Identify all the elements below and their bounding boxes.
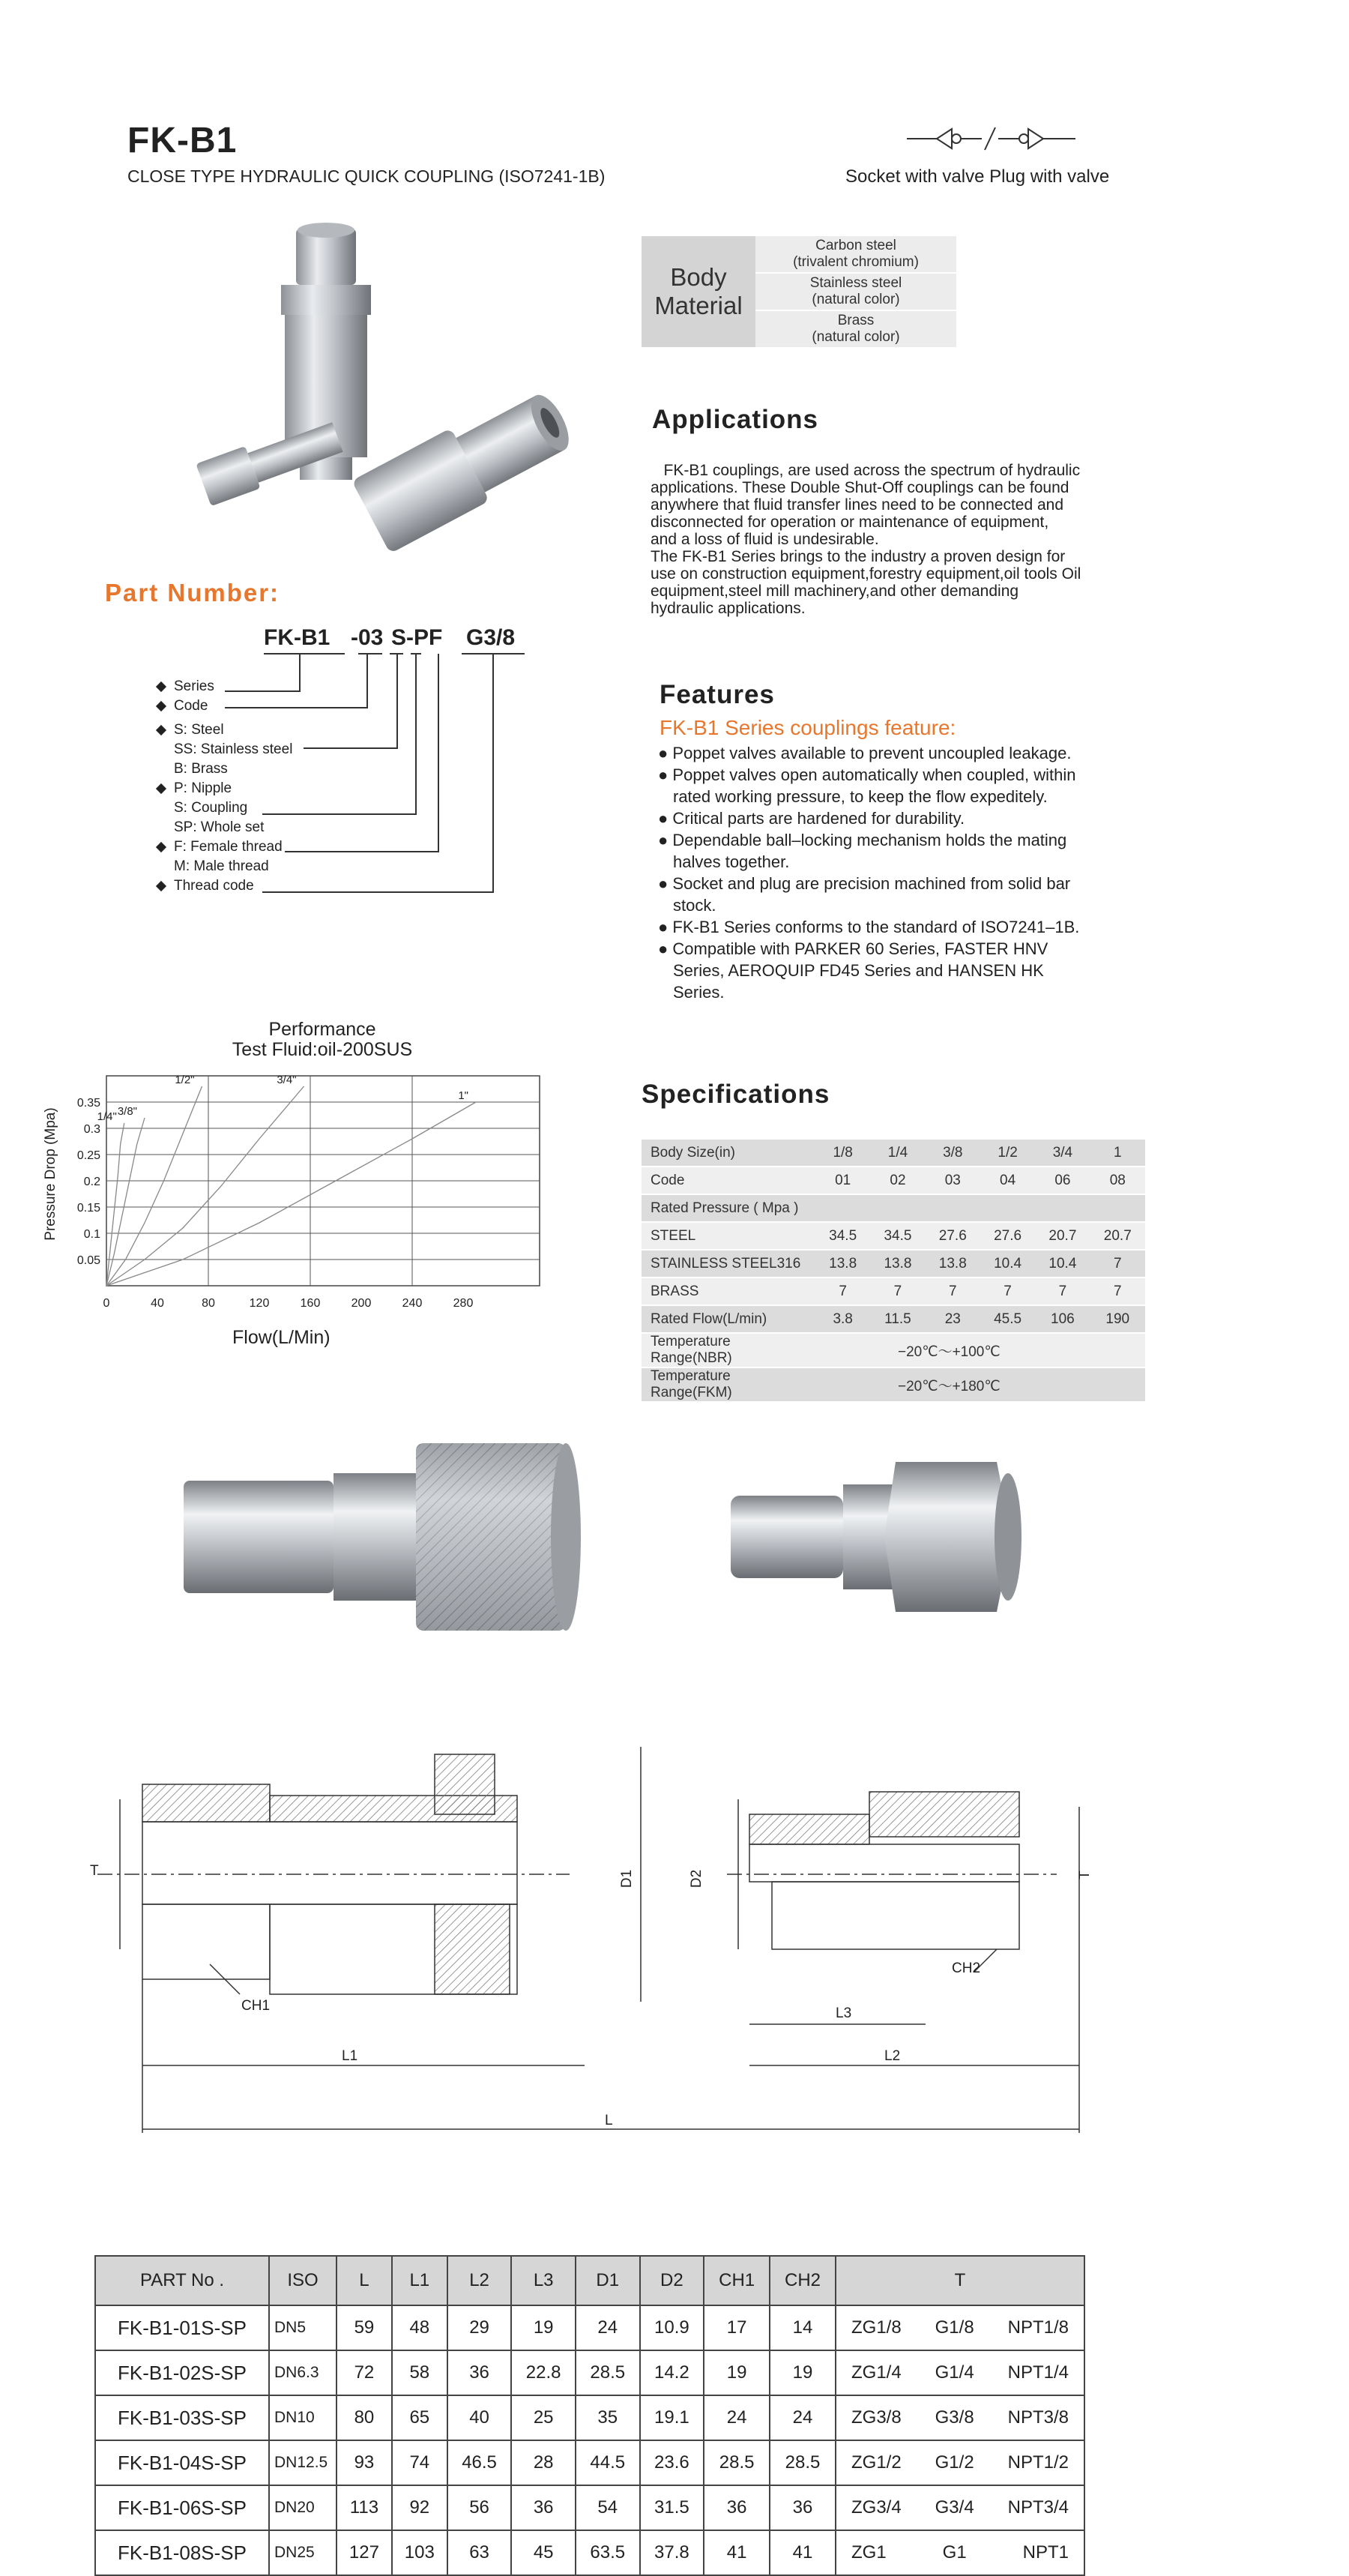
feature-item: ● Critical parts are hardened for durability. bbox=[658, 809, 965, 828]
y-tick-label: 0.2 bbox=[83, 1176, 100, 1188]
applications-text bbox=[651, 445, 1160, 634]
feature-line: Series. bbox=[673, 983, 725, 1002]
cell-iso: DN12.5 bbox=[269, 2440, 337, 2485]
cell-l3: 19 bbox=[511, 2305, 576, 2350]
applications-line: disconnected for operation or maintenance of equipment, bbox=[651, 514, 1049, 531]
spec-value bbox=[926, 1194, 980, 1222]
cell-d2: 19.1 bbox=[640, 2395, 704, 2440]
spec-value: 7 bbox=[980, 1278, 1035, 1305]
legend-text: F: Female thread bbox=[174, 839, 283, 855]
legend-text: M: Male thread bbox=[174, 858, 269, 874]
feature-item: ● Socket and plug are precision machined from solid bar stock. bbox=[658, 874, 1071, 915]
col-l1: L1 bbox=[392, 2256, 447, 2305]
cell-iso: DN6.3 bbox=[269, 2350, 337, 2395]
legend-text: P: Nipple bbox=[174, 780, 232, 796]
features-heading: Features bbox=[660, 680, 775, 709]
x-tick-label: 240 bbox=[402, 1297, 423, 1310]
col-ch2: CH2 bbox=[770, 2256, 836, 2305]
cell-l1: 65 bbox=[392, 2395, 447, 2440]
feature-line: rated working pressure, to keep the flow expeditely. bbox=[673, 787, 1048, 806]
cell-l1: 58 bbox=[392, 2350, 447, 2395]
cell-ch2: 36 bbox=[770, 2485, 836, 2530]
legend-item bbox=[157, 779, 292, 798]
legend-text: SP: Whole set bbox=[174, 819, 265, 835]
spec-value: 1/8 bbox=[815, 1140, 870, 1167]
plug-photo bbox=[704, 1454, 1042, 1619]
applications-line: FK-B1 couplings, are used across the spectrum of hydraulic bbox=[651, 462, 1081, 479]
spec-value bbox=[815, 1194, 870, 1222]
cell-l: 80 bbox=[337, 2395, 392, 2440]
dim-label-l3: L3 bbox=[836, 2005, 852, 2021]
spec-label: Temperature Range(FKM) bbox=[642, 1367, 815, 1402]
spec-value: 10.4 bbox=[980, 1250, 1035, 1278]
part-number-legend bbox=[157, 677, 292, 896]
legend-text: Series bbox=[174, 678, 214, 694]
cell-ch1: 19 bbox=[704, 2350, 770, 2395]
cell-d2: 31.5 bbox=[640, 2485, 704, 2530]
cell-ch2: 19 bbox=[770, 2350, 836, 2395]
spec-label: Code bbox=[642, 1167, 815, 1194]
cell-t bbox=[836, 2350, 1084, 2395]
spec-value: 1/4 bbox=[870, 1140, 925, 1167]
material-stainless-steel bbox=[755, 274, 956, 311]
feature-line: Dependable ball–locking mechanism holds the mating bbox=[672, 831, 1067, 849]
part-dimension-table bbox=[94, 2255, 1085, 2576]
spec-value: 03 bbox=[926, 1167, 980, 1194]
x-tick-label: 160 bbox=[300, 1297, 321, 1310]
cell-t bbox=[836, 2395, 1084, 2440]
part-number-heading: Part Number: bbox=[105, 579, 280, 607]
spec-value: 1 bbox=[1090, 1140, 1145, 1167]
cell-l3: 25 bbox=[511, 2395, 576, 2440]
thread-spec: NPT1 bbox=[1022, 2542, 1069, 2563]
spec-value bbox=[1090, 1194, 1145, 1222]
series-label: 1" bbox=[458, 1089, 468, 1102]
code-size: -03 bbox=[351, 625, 384, 650]
spec-row bbox=[642, 1167, 1145, 1194]
spec-value: 11.5 bbox=[870, 1305, 925, 1333]
y-tick-label: 0.05 bbox=[76, 1254, 100, 1267]
spec-span-value: −20℃～+100℃ bbox=[815, 1333, 1145, 1367]
spec-row bbox=[642, 1222, 1145, 1250]
thread-spec: G1/4 bbox=[935, 2362, 974, 2383]
spec-label: BRASS bbox=[642, 1278, 815, 1305]
feature-line: Poppet valves available to prevent uncoupled leakage. bbox=[672, 744, 1072, 762]
spec-value: 7 bbox=[1090, 1278, 1145, 1305]
spec-value: 3.8 bbox=[815, 1305, 870, 1333]
legend-item bbox=[157, 818, 292, 837]
spec-value: 7 bbox=[926, 1278, 980, 1305]
cell-d1: 28.5 bbox=[576, 2350, 640, 2395]
legend-item bbox=[157, 837, 292, 857]
legend-item bbox=[157, 876, 292, 896]
table-row bbox=[95, 2305, 1084, 2350]
dim-label-l: L bbox=[605, 2113, 613, 2128]
cell-l1: 103 bbox=[392, 2530, 447, 2575]
applications-line: applications. These Double Shut-Off couplings can be found bbox=[651, 479, 1069, 496]
cell-t bbox=[836, 2440, 1084, 2485]
spec-value: 3/8 bbox=[926, 1140, 980, 1167]
spec-row bbox=[642, 1250, 1145, 1278]
y-tick-label: 0.35 bbox=[76, 1097, 100, 1110]
cell-l3: 36 bbox=[511, 2485, 576, 2530]
material-name: Stainless steel bbox=[809, 275, 902, 291]
cell-d1: 35 bbox=[576, 2395, 640, 2440]
cell-ch1: 28.5 bbox=[704, 2440, 770, 2485]
y-tick-label: 0.15 bbox=[76, 1202, 100, 1215]
thread-spec: ZG1/8 bbox=[851, 2317, 902, 2338]
series-label: 1/4" bbox=[97, 1110, 117, 1123]
legend-text: S: Steel bbox=[174, 722, 224, 738]
material-finish: (natural color) bbox=[812, 329, 900, 345]
cell-l2: 63 bbox=[447, 2530, 512, 2575]
thread-spec: NPT1/2 bbox=[1007, 2452, 1069, 2473]
thread-spec: ZG3/4 bbox=[851, 2497, 902, 2518]
technical-drawing bbox=[82, 1724, 1117, 2167]
spec-value: 1/2 bbox=[980, 1140, 1035, 1167]
spec-value: 27.6 bbox=[926, 1222, 980, 1250]
cell-l1: 48 bbox=[392, 2305, 447, 2350]
spec-row bbox=[642, 1333, 1145, 1367]
dim-label-l2: L2 bbox=[884, 2048, 901, 2064]
chart-title: Performance bbox=[268, 1019, 376, 1040]
col-part-no: PART No . bbox=[95, 2256, 269, 2305]
cell-ch1: 24 bbox=[704, 2395, 770, 2440]
cell-d2: 14.2 bbox=[640, 2350, 704, 2395]
cell-iso: DN25 bbox=[269, 2530, 337, 2575]
spec-value: 13.8 bbox=[870, 1250, 925, 1278]
series-label: 3/8" bbox=[117, 1105, 137, 1118]
chart-title-block bbox=[187, 1020, 457, 1060]
thread-spec: ZG1/4 bbox=[851, 2362, 902, 2383]
spec-value: 7 bbox=[870, 1278, 925, 1305]
cell-iso: DN20 bbox=[269, 2485, 337, 2530]
feature-line: Compatible with PARKER 60 Series, FASTER HNV bbox=[672, 939, 1048, 958]
col-l: L bbox=[337, 2256, 392, 2305]
cell-d1: 44.5 bbox=[576, 2440, 640, 2485]
cell-t bbox=[836, 2305, 1084, 2350]
coupling-symbol-icon bbox=[907, 120, 1079, 157]
table-row bbox=[95, 2440, 1084, 2485]
spec-value: 7 bbox=[1090, 1250, 1145, 1278]
cell-d2: 10.9 bbox=[640, 2305, 704, 2350]
thread-spec: G1 bbox=[942, 2542, 967, 2563]
cell-l2: 36 bbox=[447, 2350, 512, 2395]
dim-label-d1: D1 bbox=[619, 1869, 636, 1889]
series-label: 1/2" bbox=[175, 1074, 195, 1086]
spec-value: 04 bbox=[980, 1167, 1035, 1194]
performance-chart bbox=[30, 1061, 570, 1361]
col-d1: D1 bbox=[576, 2256, 640, 2305]
applications-line: The FK-B1 Series brings to the industry a proven design for bbox=[651, 548, 1066, 565]
feature-line: Series, AEROQUIP FD45 Series and HANSEN HK bbox=[673, 961, 1044, 980]
cell-t bbox=[836, 2485, 1084, 2530]
thread-spec: ZG1 bbox=[851, 2542, 887, 2563]
spec-value: 23 bbox=[926, 1305, 980, 1333]
legend-item bbox=[157, 696, 292, 716]
cell-ch2: 28.5 bbox=[770, 2440, 836, 2485]
spec-value: 190 bbox=[1090, 1305, 1145, 1333]
cell-l: 72 bbox=[337, 2350, 392, 2395]
thread-spec: G3/4 bbox=[935, 2497, 974, 2518]
cell-l1: 74 bbox=[392, 2440, 447, 2485]
legend-item bbox=[157, 677, 292, 696]
material-finish: (trivalent chromium) bbox=[793, 254, 919, 270]
feature-item: ● Dependable ball–locking mechanism holds the mating halves together. bbox=[658, 831, 1067, 871]
x-tick-label: 80 bbox=[202, 1297, 215, 1310]
series-label: 3/4" bbox=[277, 1074, 297, 1086]
legend-item bbox=[157, 798, 292, 818]
cell-l2: 56 bbox=[447, 2485, 512, 2530]
material-carbon-steel bbox=[755, 236, 956, 274]
part-number-cell: FK-B1-01S-SP bbox=[95, 2305, 269, 2350]
spec-value: 02 bbox=[870, 1167, 925, 1194]
cell-ch2: 24 bbox=[770, 2395, 836, 2440]
spec-value: 01 bbox=[815, 1167, 870, 1194]
cell-l2: 40 bbox=[447, 2395, 512, 2440]
features-list bbox=[658, 742, 1168, 1003]
feature-line: Socket and plug are precision machined from solid bar bbox=[672, 874, 1071, 893]
cell-iso: DN10 bbox=[269, 2395, 337, 2440]
spec-value: 3/4 bbox=[1035, 1140, 1090, 1167]
cell-l: 59 bbox=[337, 2305, 392, 2350]
coupling-photo bbox=[169, 214, 573, 551]
cell-t bbox=[836, 2530, 1084, 2575]
cell-d1: 54 bbox=[576, 2485, 640, 2530]
spec-label: Temperature Range(NBR) bbox=[642, 1333, 815, 1367]
thread-spec: ZG3/8 bbox=[851, 2407, 902, 2428]
feature-item: ● FK-B1 Series conforms to the standard of ISO7241–1B. bbox=[658, 918, 1080, 936]
feature-line: halves together. bbox=[673, 852, 790, 871]
legend-text: S: Coupling bbox=[174, 800, 248, 816]
legend-text: SS: Stainless steel bbox=[174, 741, 293, 757]
col-ch1: CH1 bbox=[704, 2256, 770, 2305]
material-name: Brass bbox=[837, 313, 875, 328]
thread-spec: G3/8 bbox=[935, 2407, 974, 2428]
body-material-label: Body Material bbox=[642, 236, 755, 347]
cell-ch1: 36 bbox=[704, 2485, 770, 2530]
thread-spec: ZG1/2 bbox=[851, 2452, 902, 2473]
series-line bbox=[106, 1118, 145, 1286]
cell-ch2: 41 bbox=[770, 2530, 836, 2575]
spec-label: Body Size(in) bbox=[642, 1140, 815, 1167]
col-l3: L3 bbox=[511, 2256, 576, 2305]
x-tick-label: 200 bbox=[351, 1297, 372, 1310]
spec-value: 06 bbox=[1035, 1167, 1090, 1194]
part-number-cell: FK-B1-02S-SP bbox=[95, 2350, 269, 2395]
specifications-table bbox=[642, 1140, 1145, 1403]
spec-value: 13.8 bbox=[926, 1250, 980, 1278]
cell-d2: 23.6 bbox=[640, 2440, 704, 2485]
y-tick-label: 0.25 bbox=[76, 1149, 100, 1162]
cell-ch2: 14 bbox=[770, 2305, 836, 2350]
legend-item bbox=[157, 740, 292, 759]
symbol-caption: Socket with valve Plug with valve bbox=[845, 166, 1110, 187]
cell-ch1: 41 bbox=[704, 2530, 770, 2575]
cell-ch1: 17 bbox=[704, 2305, 770, 2350]
thread-spec: G1/8 bbox=[935, 2317, 974, 2338]
chart-ylabel: Pressure Drop (Mpa) bbox=[43, 1107, 58, 1241]
col-iso: ISO bbox=[269, 2256, 337, 2305]
spec-row bbox=[642, 1278, 1145, 1305]
spec-label: STEEL bbox=[642, 1222, 815, 1250]
cell-l: 113 bbox=[337, 2485, 392, 2530]
spec-span-value: −20℃～+180℃ bbox=[815, 1367, 1145, 1402]
legend-text: B: Brass bbox=[174, 761, 228, 777]
table-row bbox=[95, 2485, 1084, 2530]
applications-line: hydraulic applications. bbox=[651, 600, 806, 617]
features-subheading: FK-B1 Series couplings feature: bbox=[660, 716, 956, 739]
table-row bbox=[95, 2530, 1084, 2575]
dim-label-d2: D2 bbox=[689, 1869, 705, 1889]
series-line bbox=[106, 1123, 124, 1286]
chart-xlabel: Flow(L/Min) bbox=[232, 1327, 331, 1348]
socket-photo bbox=[157, 1409, 607, 1657]
cell-d2: 37.8 bbox=[640, 2530, 704, 2575]
cell-l3: 22.8 bbox=[511, 2350, 576, 2395]
col-l2: L2 bbox=[447, 2256, 512, 2305]
chart-subtitle: Test Fluid:oil-200SUS bbox=[232, 1039, 413, 1060]
spec-value bbox=[1035, 1194, 1090, 1222]
legend-item bbox=[157, 759, 292, 779]
col-d2: D2 bbox=[640, 2256, 704, 2305]
x-tick-label: 40 bbox=[151, 1297, 164, 1310]
spec-label: STAINLESS STEEL316 bbox=[642, 1250, 815, 1278]
dim-label-ch1: CH1 bbox=[241, 1998, 271, 2014]
spec-value: 13.8 bbox=[815, 1250, 870, 1278]
thread-spec: NPT3/4 bbox=[1007, 2497, 1069, 2518]
cell-l: 93 bbox=[337, 2440, 392, 2485]
spec-value: 7 bbox=[1035, 1278, 1090, 1305]
spec-label: Rated Flow(L/min) bbox=[642, 1305, 815, 1333]
table-row bbox=[95, 2350, 1084, 2395]
spec-label: Rated Pressure ( Mpa ) bbox=[642, 1194, 815, 1222]
legend-text: Thread code bbox=[174, 878, 254, 894]
cell-l3: 28 bbox=[511, 2440, 576, 2485]
x-tick-label: 0 bbox=[103, 1297, 110, 1310]
dim-label-t-left: T bbox=[90, 1863, 99, 1879]
spec-value: 34.5 bbox=[870, 1222, 925, 1250]
legend-item bbox=[157, 720, 292, 740]
material-name: Carbon steel bbox=[815, 238, 896, 253]
body-material-table bbox=[642, 236, 956, 347]
cell-d1: 24 bbox=[576, 2305, 640, 2350]
cell-l: 127 bbox=[337, 2530, 392, 2575]
thread-spec: NPT3/8 bbox=[1007, 2407, 1069, 2428]
applications-line: use on construction equipment,forestry equipment,oil tools Oil bbox=[651, 565, 1081, 583]
feature-line: Poppet valves open automatically when coupled, within bbox=[672, 765, 1076, 784]
feature-line: stock. bbox=[673, 896, 716, 915]
spec-value bbox=[870, 1194, 925, 1222]
dim-label-ch2: CH2 bbox=[952, 1960, 981, 1976]
spec-value: 45.5 bbox=[980, 1305, 1035, 1333]
table-row bbox=[95, 2395, 1084, 2440]
cell-l2: 46.5 bbox=[447, 2440, 512, 2485]
spec-row bbox=[642, 1367, 1145, 1402]
series-line bbox=[106, 1102, 476, 1286]
spec-row bbox=[642, 1194, 1145, 1222]
spec-row bbox=[642, 1305, 1145, 1333]
feature-line: FK-B1 Series conforms to the standard of ISO7241–1B. bbox=[672, 918, 1080, 936]
feature-item: ● Poppet valves open automatically when coupled, within rated working pressure, to keep the flow expeditely. bbox=[658, 765, 1076, 806]
spec-value: 106 bbox=[1035, 1305, 1090, 1333]
dim-label-t-right: T bbox=[1076, 1871, 1093, 1880]
product-subtitle: CLOSE TYPE HYDRAULIC QUICK COUPLING (ISO7241-1B) bbox=[127, 166, 606, 186]
spec-value bbox=[980, 1194, 1035, 1222]
spec-value: 10.4 bbox=[1035, 1250, 1090, 1278]
feature-item: ● Compatible with PARKER 60 Series, FASTER HNV Series, AEROQUIP FD45 Series and HANSEN HK Series. bbox=[658, 939, 1048, 1002]
x-tick-label: 280 bbox=[453, 1297, 474, 1310]
cell-d1: 63.5 bbox=[576, 2530, 640, 2575]
material-brass bbox=[755, 311, 956, 349]
applications-heading: Applications bbox=[652, 405, 819, 434]
dim-label-l1: L1 bbox=[342, 2048, 358, 2064]
x-tick-label: 120 bbox=[249, 1297, 270, 1310]
legend-text: Code bbox=[174, 698, 208, 714]
spec-value: 08 bbox=[1090, 1167, 1145, 1194]
y-tick-label: 0.3 bbox=[83, 1123, 100, 1136]
cell-l3: 45 bbox=[511, 2530, 576, 2575]
code-thread: G3/8 bbox=[466, 625, 516, 650]
thread-spec: NPT1/4 bbox=[1007, 2362, 1069, 2383]
spec-value: 20.7 bbox=[1035, 1222, 1090, 1250]
thread-spec: G1/2 bbox=[935, 2452, 974, 2473]
spec-value: 7 bbox=[815, 1278, 870, 1305]
feature-line: Critical parts are hardened for durability. bbox=[672, 809, 965, 828]
code-series: FK-B1 bbox=[264, 625, 331, 650]
spec-value: 20.7 bbox=[1090, 1222, 1145, 1250]
cell-l2: 29 bbox=[447, 2305, 512, 2350]
spec-value: 27.6 bbox=[980, 1222, 1035, 1250]
code-material-type: S-PF bbox=[391, 625, 443, 650]
applications-line: equipment,steel mill machinery,and other demanding bbox=[651, 583, 1019, 600]
part-number-cell: FK-B1-04S-SP bbox=[95, 2440, 269, 2485]
part-number-cell: FK-B1-08S-SP bbox=[95, 2530, 269, 2575]
part-number-cell: FK-B1-03S-SP bbox=[95, 2395, 269, 2440]
cell-iso: DN5 bbox=[269, 2305, 337, 2350]
thread-spec: NPT1/8 bbox=[1007, 2317, 1069, 2338]
material-finish: (natural color) bbox=[812, 292, 900, 307]
product-title: FK-B1 bbox=[127, 121, 238, 160]
applications-line: and a loss of fluid is undesirable. bbox=[651, 531, 879, 548]
applications-line: anywhere that fluid transfer lines need to be connected and bbox=[651, 496, 1064, 514]
legend-item bbox=[157, 857, 292, 876]
cell-l1: 92 bbox=[392, 2485, 447, 2530]
part-number-cell: FK-B1-06S-SP bbox=[95, 2485, 269, 2530]
y-tick-label: 0.1 bbox=[83, 1228, 100, 1241]
specifications-heading: Specifications bbox=[642, 1080, 830, 1109]
spec-value: 34.5 bbox=[815, 1222, 870, 1250]
col-t: T bbox=[836, 2256, 1084, 2305]
spec-row bbox=[642, 1140, 1145, 1167]
feature-item: ● Poppet valves available to prevent uncoupled leakage. bbox=[658, 744, 1072, 762]
